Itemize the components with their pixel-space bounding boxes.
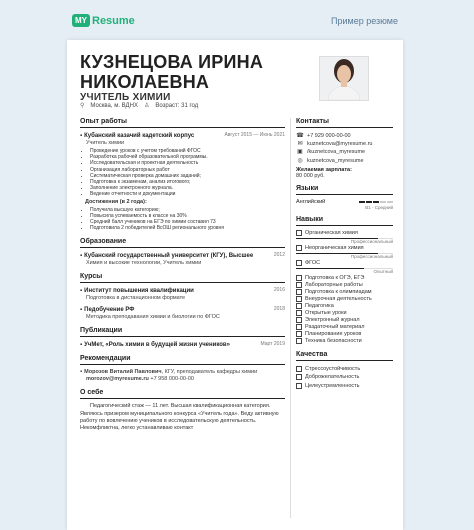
checkbox-icon <box>296 331 302 337</box>
education-year: 2012 <box>273 252 285 259</box>
list-item: • Проведение уроков с учетом требований ФГОС <box>90 148 285 154</box>
skill-level: Профессиональный <box>350 253 393 259</box>
name-line-1: КУЗНЕЦОВА ИРИНА <box>80 52 264 72</box>
language-level-segment <box>373 201 379 203</box>
publication-title: УчМет, «Роль химии в будущей жизни учеников» <box>84 342 230 349</box>
list-item: • Подготовила 2 победителей ВсОШ регионального уровня <box>90 225 285 231</box>
rated-skills <box>296 230 393 275</box>
left-column <box>80 118 285 432</box>
course-icon: ▪ <box>80 288 83 295</box>
skill-bar-fill <box>296 253 378 254</box>
document-icon: ▪ <box>80 342 83 349</box>
publication-text <box>80 341 230 349</box>
rated-skill <box>296 260 393 275</box>
course-entry <box>80 287 285 295</box>
candidate-photo <box>319 56 369 101</box>
job-title: УЧИТЕЛЬ ХИМИИ <box>80 92 171 103</box>
example-resume-link[interactable]: Пример резюме <box>331 16 398 26</box>
age-text: Возраст: 31 год <box>155 102 199 109</box>
experience-dates: Август 2015 — Июнь 2021 <box>224 132 285 138</box>
graduation-icon: ▪ <box>80 253 83 260</box>
skill-name: Планирование уроков <box>305 330 362 337</box>
skill-name: Внеурочная деятельность <box>305 295 372 302</box>
skill-item <box>296 296 393 303</box>
contact-value: kuznetcova@myresume.ru <box>307 141 373 148</box>
recommender-name: Морозов Виталий Павлович <box>84 369 162 376</box>
contact-value: /kuznetcova_myresume <box>307 149 366 156</box>
quality-name: Целеустремленность <box>305 382 360 389</box>
experience-entry <box>80 132 285 140</box>
name-line-2: НИКОЛАЕВНА <box>80 72 210 92</box>
skill-item <box>296 282 393 289</box>
skill-bar <box>296 238 393 239</box>
skill-name: Подготовка к олимпиадам <box>305 288 372 295</box>
contact-phone[interactable] <box>296 132 393 140</box>
list-item: • Ведение отчетности и документации <box>90 191 285 197</box>
contact-vk[interactable] <box>296 148 393 156</box>
publication-entry <box>80 341 285 349</box>
language-name: Английский <box>296 198 326 205</box>
rated-skill <box>296 245 393 260</box>
list-item: • Заполнение электронного журнала. <box>90 185 285 191</box>
user-icon: ♙ <box>143 103 150 109</box>
course-title: Институт повышения квалификации <box>84 288 194 295</box>
course-detail: Подготовка в дистанционном формате <box>86 295 186 302</box>
duties-list <box>90 148 285 198</box>
checkbox-icon <box>296 275 302 281</box>
recommendation-entry: ▪ Морозов Виталий Павлович, КГУ, преподаватель кафедры химии <box>80 369 258 376</box>
vk-icon: ▣ <box>297 149 303 156</box>
site-logo[interactable] <box>72 14 135 27</box>
languages-heading: Языки <box>296 185 393 195</box>
company-name: Кубанский казачий кадетский корпус <box>84 133 195 139</box>
skill-bar-fill <box>296 238 378 239</box>
rated-skill <box>296 230 393 245</box>
skills-heading: Навыки <box>296 216 393 226</box>
quality-item <box>296 365 393 373</box>
skill-name: Электронный журнал <box>305 316 360 323</box>
skill-item <box>296 303 393 310</box>
skill-item <box>296 331 393 338</box>
skill-item <box>296 310 393 317</box>
checkbox-icon <box>296 324 302 330</box>
location-text: Москва, м. ВДНХ <box>90 102 138 109</box>
recommender-email[interactable]: morozov@myresume.ru <box>86 376 149 383</box>
quality-item <box>296 382 393 390</box>
quality-item <box>296 373 393 381</box>
skill-item <box>296 324 393 331</box>
resume-page <box>67 40 403 530</box>
skill-name: Неорганическая химия <box>305 244 364 251</box>
skill-bar <box>296 253 393 254</box>
skill-level: Опытный <box>373 268 393 274</box>
recommender-position: КГУ, преподаватель кафедры химии <box>164 369 258 376</box>
course-title: Педобучение РФ <box>84 307 135 314</box>
about-heading: О себе <box>80 389 285 399</box>
about-text: Педагогический стаж — 11 лет. Высшая квалификационная категория. Являюсь призером муниципального конкурса «Учитель года». Веду активную работу по вовлечению учеников в исследовательскую деятельность. Некомфликтна, легко устанавливаю контакт <box>80 403 279 432</box>
publications-heading: Публикации <box>80 327 285 337</box>
column-divider <box>290 118 291 518</box>
list-item: • Получила высшую категорию; <box>90 207 285 213</box>
course-name <box>80 306 134 314</box>
course-icon: ▪ <box>80 307 83 314</box>
course-year: 2016 <box>273 287 285 294</box>
list-item: • Исследовательская и проектная деятельность <box>90 160 285 166</box>
checkbox-icon <box>296 338 302 344</box>
course-entry <box>80 306 285 314</box>
experience-heading: Опыт работы <box>80 118 285 128</box>
skill-name: Техника безопасности <box>305 337 362 344</box>
skill-bar <box>296 268 393 269</box>
checkbox-icon <box>296 296 302 302</box>
quality-name: Доброжелательность <box>305 374 360 381</box>
language-level-segment <box>366 201 372 203</box>
list-item: • Систематическая проверка домашних заданий; <box>90 173 285 179</box>
right-column <box>296 118 393 390</box>
location-pin-icon: ⚲ <box>80 103 85 109</box>
skill-name: Подготовка к ОГЭ, ЕГЭ <box>305 274 365 281</box>
candidate-meta <box>80 102 198 109</box>
logo-text: Resume <box>92 14 135 27</box>
list-item: • Организация лабораторных работ <box>90 167 285 173</box>
checkbox-icon <box>296 317 302 323</box>
skill-name: ФГОС <box>305 259 321 266</box>
top-bar <box>0 0 474 40</box>
contacts-heading: Контакты <box>296 118 393 128</box>
achievements-list <box>90 207 285 232</box>
salary-label: Желаемая зарплата: <box>296 166 352 173</box>
language-level-segment <box>380 201 386 203</box>
contact-value: +7 929 000-00-00 <box>307 133 351 139</box>
course-name <box>80 287 194 295</box>
list-item: • Повысила успеваемость в классе на 30% <box>90 213 285 219</box>
checkbox-icon <box>296 282 302 288</box>
briefcase-icon: ▪ <box>80 133 83 139</box>
checkbox-icon <box>296 310 302 316</box>
recommendation-contacts <box>86 376 285 383</box>
checkbox-icon <box>296 260 302 266</box>
checkbox-icon <box>296 303 302 309</box>
language-level-segment <box>387 201 393 203</box>
experience-company <box>80 132 194 140</box>
skill-name: Органическая химия <box>305 229 358 236</box>
skill-name: Лабораторные работы <box>305 281 363 288</box>
salary-value: 80 000 руб. <box>296 172 325 179</box>
achievements-label: Достижения (в 2 года): <box>85 198 147 205</box>
checkbox-icon <box>296 366 302 372</box>
course-year: 2018 <box>273 306 285 313</box>
skill-item <box>296 289 393 296</box>
skill-bar-fill <box>296 268 364 269</box>
candidate-name <box>80 52 263 92</box>
skill-item <box>296 338 393 345</box>
checkbox-icon <box>296 289 302 295</box>
language-level: B1 - Средний <box>365 204 393 210</box>
course-detail: Методика преподавания химии и биологии по ФГОС <box>86 314 220 321</box>
quality-name: Стрессоустойчивость <box>305 365 361 372</box>
institution-name: Кубанский государственный университет (КГУ), Высшее <box>84 253 254 260</box>
contact-instagram[interactable] <box>296 157 393 165</box>
checkbox-icon <box>296 230 302 236</box>
education-heading: Образование <box>80 238 285 248</box>
skill-item <box>296 275 393 282</box>
mail-icon: ✉ <box>297 141 303 148</box>
qualities-heading: Качества <box>296 351 393 361</box>
checkbox-icon <box>296 383 302 389</box>
checkbox-icon <box>296 374 302 380</box>
list-item: • Подготовка к экзаменам, анализ итогового; <box>90 179 285 185</box>
skill-item <box>296 317 393 324</box>
language-level-segment <box>359 201 365 203</box>
skill-name: Раздаточный материал <box>305 323 365 330</box>
recommender-phone: +7 958 000-00-00 <box>150 376 194 383</box>
language-level-bar <box>359 201 393 203</box>
contact-email[interactable] <box>296 140 393 148</box>
publication-date: Март 2019 <box>260 341 285 348</box>
courses-heading: Курсы <box>80 273 285 283</box>
checkbox-icon <box>296 245 302 251</box>
phone-icon: ☎ <box>296 133 304 139</box>
skill-name: Открытые уроки <box>305 309 347 316</box>
recommendations-heading: Рекомендации <box>80 355 285 365</box>
education-institution <box>80 252 253 260</box>
list-item: • Средний балл учеников на ЕГЭ по химии составил 73 <box>90 219 285 225</box>
skill-level: Профессиональный <box>350 238 393 244</box>
logo-badge: MY <box>72 14 90 27</box>
experience-position: Учитель химии <box>86 140 125 146</box>
person-icon: ▪ <box>80 369 83 376</box>
education-entry <box>80 252 285 260</box>
list-item: • Разработка рабочей образовательной программы. <box>90 154 285 160</box>
instagram-icon: ◎ <box>297 157 303 164</box>
contact-value: kuznetcova_myresume <box>307 157 364 164</box>
education-specialty: Химия и высокие технологии, Учитель химии <box>86 260 202 267</box>
skill-name: Педагогика <box>305 302 334 309</box>
